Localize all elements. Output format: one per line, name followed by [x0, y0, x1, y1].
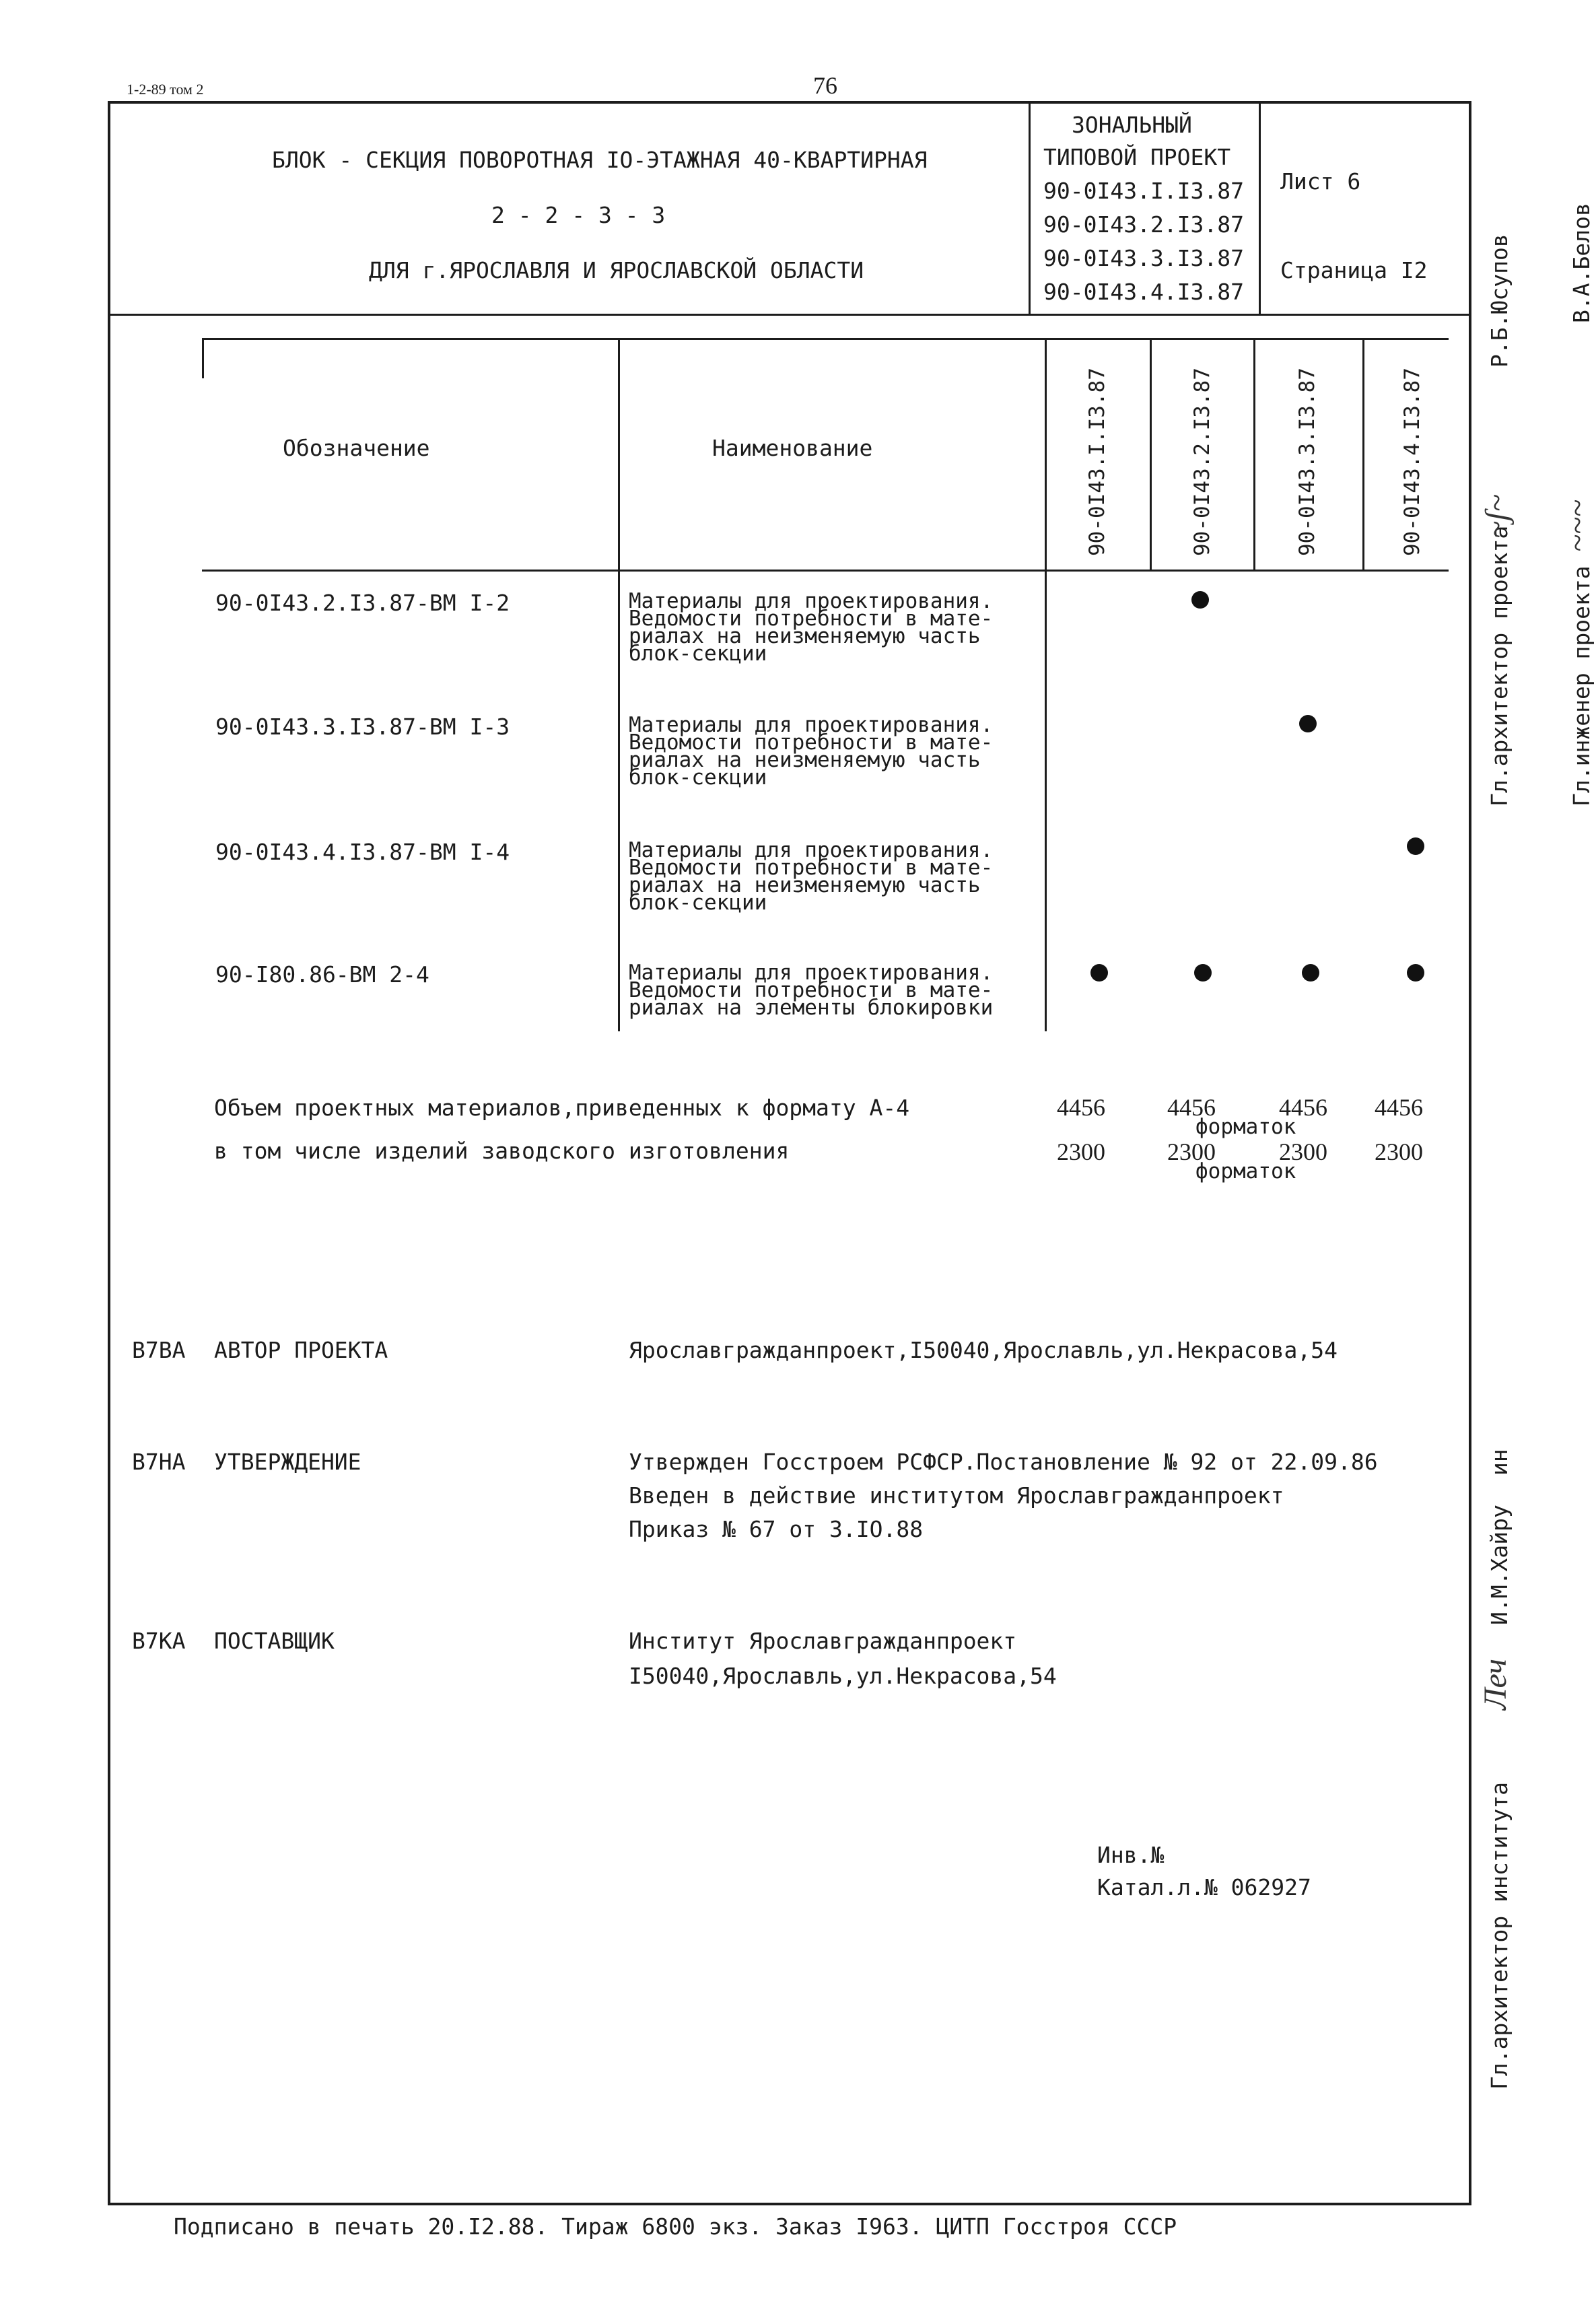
info-label: УТВЕРЖДЕНИЕ — [214, 1449, 361, 1475]
signature-yusupov: ~ʃ~ — [1479, 494, 1515, 539]
col-header-variant-1: 90-0I43.I.I3.87 — [1085, 368, 1109, 556]
row-name-line: риалах на элементы блокировки — [629, 996, 994, 1020]
col-header-designation: Обозначение — [283, 435, 430, 461]
row-name-line: риалах на неизменяемую часть — [629, 748, 981, 772]
row-name-line: Материалы для проектирования. — [629, 961, 994, 985]
applicability-mark — [1302, 964, 1319, 982]
info-line: Приказ № 67 от 3.IO.88 — [629, 1516, 924, 1542]
row-name-line: Материалы для проектирования. — [629, 713, 994, 737]
project-line-2: ТИПОВОЙ ПРОЕКТ — [1043, 144, 1231, 170]
row-name-line: риалах на неизменяемую часть — [629, 624, 981, 648]
page-number: 76 — [813, 72, 837, 99]
row-name-line: Ведомости потребности в мате- — [629, 607, 994, 631]
row-name-line: Ведомости потребности в мате- — [629, 730, 994, 755]
info-line: I50040,Ярославль,ул.Некрасова,54 — [629, 1663, 1057, 1689]
col-header-variant-4: 90-0I43.4.I3.87 — [1400, 368, 1424, 556]
sheet-number: Лист 6 — [1280, 168, 1361, 195]
page-label: Страница I2 — [1280, 257, 1428, 283]
row-designation: 90-0I43.4.I3.87-ВМ I-4 — [215, 839, 510, 865]
applicability-mark — [1090, 964, 1108, 982]
title-line-3: ДЛЯ г.ЯРОСЛАВЛЯ И ЯРОСЛАВСКОЙ ОБЛАСТИ — [369, 257, 864, 283]
chief-engineer-project-title: Гл.инженер проекта — [1568, 565, 1595, 806]
title-line-1: БЛОК - СЕКЦИЯ ПОВОРОТНАЯ IO-ЭТАЖНАЯ 40-КВАРТИРНАЯ — [272, 147, 928, 173]
title-line-2: 2 - 2 - 3 - 3 — [491, 202, 666, 228]
project-line-6: 90-0I43.4.I3.87 — [1043, 279, 1245, 305]
applicability-mark — [1194, 964, 1212, 982]
project-line-1: ЗОНАЛЬНЫЙ — [1072, 112, 1192, 138]
factory-value-1: 2300 — [1057, 1138, 1105, 1165]
factory-value-3: 2300 — [1279, 1138, 1327, 1165]
catalog-number: Катал.л.№ 062927 — [1097, 1874, 1311, 1900]
info-line: Введен в действие институтом Ярославгражданпроект — [629, 1482, 1284, 1509]
row-name-line: блок-секции — [629, 891, 767, 915]
row-name-line: Ведомости потребности в мате- — [629, 856, 994, 880]
col-header-name: Наименование — [712, 435, 873, 461]
row-designation: 90-0I43.3.I3.87-ВМ I-3 — [215, 714, 510, 740]
volume-label: Объем проектных материалов,приведенных к формату А-4 — [214, 1095, 910, 1121]
info-code: В7КА — [132, 1628, 186, 1654]
chief-architect-institute-name: И.М.Хайру — [1486, 1505, 1513, 1625]
row-name-line: Ведомости потребности в мате- — [629, 978, 994, 1002]
signature-belov: ~~~ — [1560, 500, 1595, 552]
chief-architect-project-title: Гл.архитектор проекта — [1486, 525, 1513, 806]
chief-architect-project-name: Р.Б.Юсупов — [1486, 234, 1513, 368]
col-header-variant-3: 90-0I43.3.I3.87 — [1295, 368, 1319, 556]
applicability-mark — [1191, 591, 1209, 609]
info-code: В7ВА — [132, 1337, 186, 1363]
volume-value-2: 4456 — [1167, 1094, 1216, 1121]
applicability-mark — [1407, 964, 1424, 982]
signature-khairu: Леч — [1478, 1658, 1513, 1710]
factory-value-2: 2300 — [1167, 1138, 1216, 1165]
col-header-variant-2: 90-0I43.2.I3.87 — [1190, 368, 1214, 556]
row-designation: 90-0I43.2.I3.87-ВМ I-2 — [215, 590, 510, 616]
row-designation: 90-I80.86-ВМ 2-4 — [215, 961, 429, 988]
volume-unit: форматок — [1195, 1115, 1296, 1139]
row-name-line: блок-секции — [629, 765, 767, 790]
factory-label: в том числе изделий заводского изготовления — [214, 1138, 790, 1164]
volume-value-1: 4456 — [1057, 1094, 1105, 1121]
project-line-4: 90-0I43.2.I3.87 — [1043, 211, 1245, 238]
factory-unit: форматок — [1195, 1159, 1296, 1183]
factory-value-4: 2300 — [1375, 1138, 1423, 1165]
chief-architect-institute-suffix: ин — [1486, 1449, 1513, 1476]
volume-value-4: 4456 — [1375, 1094, 1423, 1121]
info-line: Утвержден Госстроем РСФСР.Постановление № 92 от 22.09.86 — [629, 1449, 1378, 1475]
project-line-3: 90-0I43.I.I3.87 — [1043, 178, 1245, 204]
volume-value-3: 4456 — [1279, 1094, 1327, 1121]
row-name-line: Материалы для проектирования. — [629, 589, 994, 613]
row-name-line: риалах на неизменяемую часть — [629, 873, 981, 897]
info-line: Институт Ярославгражданпроект — [629, 1628, 1017, 1654]
project-line-5: 90-0I43.3.I3.87 — [1043, 245, 1245, 271]
info-label: АВТОР ПРОЕКТА — [214, 1337, 388, 1363]
info-label: ПОСТАВЩИК — [214, 1628, 335, 1654]
applicability-mark — [1407, 837, 1424, 855]
print-footer: Подписано в печать 20.I2.88. Тираж 6800 экз. Заказ I963. ЦИТП Госстроя СССР — [174, 2213, 1177, 2240]
inventory-number: Инв.№ — [1097, 1842, 1165, 1868]
document-ref: 1-2-89 том 2 — [127, 81, 204, 98]
chief-architect-institute-title: Гл.архитектор института — [1486, 1782, 1513, 2090]
row-name-line: блок-секции — [629, 642, 767, 666]
chief-engineer-project-name: В.А.Белов — [1568, 203, 1595, 323]
applicability-mark — [1299, 715, 1317, 732]
info-code: В7НА — [132, 1449, 186, 1475]
row-name-line: Материалы для проектирования. — [629, 838, 994, 862]
info-line: Ярославгражданпроект,I50040,Ярославль,ул.Некрасова,54 — [629, 1337, 1338, 1363]
